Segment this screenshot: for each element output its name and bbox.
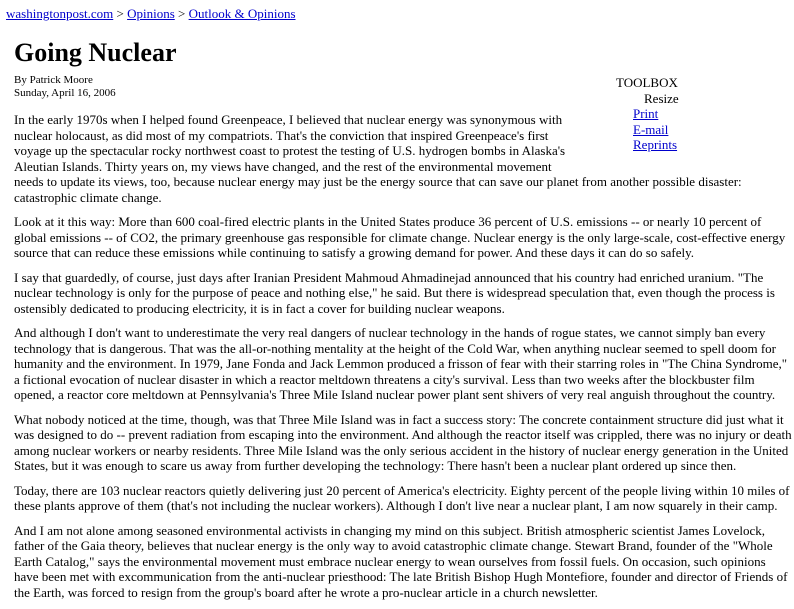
reprints-link[interactable]: Reprints: [633, 137, 678, 152]
article-body: [14, 112, 792, 609]
breadcrumb-opinions-link[interactable]: Opinions: [127, 6, 175, 21]
article-paragraph: And I am not alone among seasoned environmental activists in changing my mind on this subject. British atmospheric scientist James Lovelock, father of the Gaia theory, believes that nuclear energy is the only way to avoid catastrophic climate change. Stewart Brand, founder of the "Whole Earth Catalog," says the environmental movement must embrace nuclear energy to wean ourselves from fossil fuels. On occasion, such opinions have been met with excommunication from the anti-nuclear priesthood: The late British Bishop Hugh Montefiore, founder and director of Friends of the Earth, was forced to resign from the group's board after he wrote a pro-nuclear article in a church newsletter.: [14, 522, 788, 600]
breadcrumb-separator: >: [113, 6, 128, 21]
toolbox-spacer: [580, 112, 792, 162]
breadcrumb-separator: >: [174, 6, 189, 21]
breadcrumb-outlook-link[interactable]: Outlook & Opinions: [188, 6, 296, 21]
article-paragraph: In the early 1970s when I helped found Greenpeace, I believed that nuclear energy was synonymous with nuclear holocaust, as did most of my compatriots. That's the conviction that inspired Greenpeace's first voyage up the spectacular rocky northwest coast to protest the testing of U.S. hydrogen bombs in Alaska's Aleutian Islands. Thirty years on, my views have changed, and the rest of the environmental movement needs to update its views, too, because nuclear energy may just be the energy source that can save our planet from another possible disaster: catastrophic climate change.: [14, 112, 742, 205]
publish-date: Sunday, April 16, 2006: [14, 87, 116, 99]
author: By Patrick Moore: [14, 74, 93, 86]
article-paragraph: Look at it this way: More than 600 coal-fired electric plants in the United States produce 36 percent of U.S. emissions -- or nearly 10 percent of global emissions -- of CO2, the primary greenhouse gas responsible for climate change. Nuclear energy is the only large-scale, cost-effective energy source that can reduce these emissions while continuing to satisfy a growing demand for power. And these days it can do so safely.: [14, 214, 786, 260]
print-link[interactable]: Print: [633, 106, 659, 121]
breadcrumb-site-link[interactable]: washingtonpost.com: [6, 6, 114, 21]
byline: [14, 74, 116, 100]
toolbox-title: TOOLBOX: [616, 75, 678, 90]
article-paragraph: Today, there are 103 nuclear reactors quietly delivering just 20 percent of America's electricity. Eighty percent of the people living within 10 miles of these plants approve of them (that's not including the nuclear workers). Although I don't live near a nuclear plant, I am now squarely in their camp.: [14, 482, 790, 513]
article-paragraph: What nobody noticed at the time, though, was that Three Mile Island was in fact a success story: The concrete containment structure did just what it was designed to do -- prevent radiation from escaping into the environment. And although the reactor itself was crippled, there was no injury or death among nuclear workers or nearby residents. Three Mile Island was the only serious accident in the history of nuclear energy generation in the United States, but it was enough to scare us away from further developing the technology: There hasn't been a nuclear plant ordered up since then.: [14, 411, 792, 473]
email-link[interactable]: E-mail: [633, 121, 669, 137]
article-paragraph: And although I don't want to underestimate the very real dangers of nuclear technology in the hands of rogue states, we cannot simply ban every technology that is dangerous. That was the all-or-nothing mentality at the height of the Cold War, when anything nuclear seemed to spell doom for humanity and the environment. In 1979, Jane Fonda and Jack Lemmon produced a frisson of fear with their starring roles in "The China Syndrome," a fictional evocation of nuclear disaster in which a reactor meltdown threatens a city's survival. Less than two weeks after the blockbuster film opened, a reactor core meltdown at Pennsylvania's Three Mile Island nuclear power plant sent shivers of very real anguish throughout the country.: [14, 325, 788, 402]
article-paragraph: I say that guardedly, of course, just days after Iranian President Mahmoud Ahmadinejad announced that his country had enriched uranium. "The nuclear technology is only for the purpose of peace and nothing else," he said. But there is widespread speculation that, even though the process is ostensibly dedicated to producing electricity, it is in fact a cover for building nuclear weapons.: [14, 269, 775, 316]
breadcrumb: [6, 6, 296, 22]
resize-label[interactable]: Resize: [644, 90, 679, 106]
article-title: Going Nuclear: [14, 38, 177, 67]
